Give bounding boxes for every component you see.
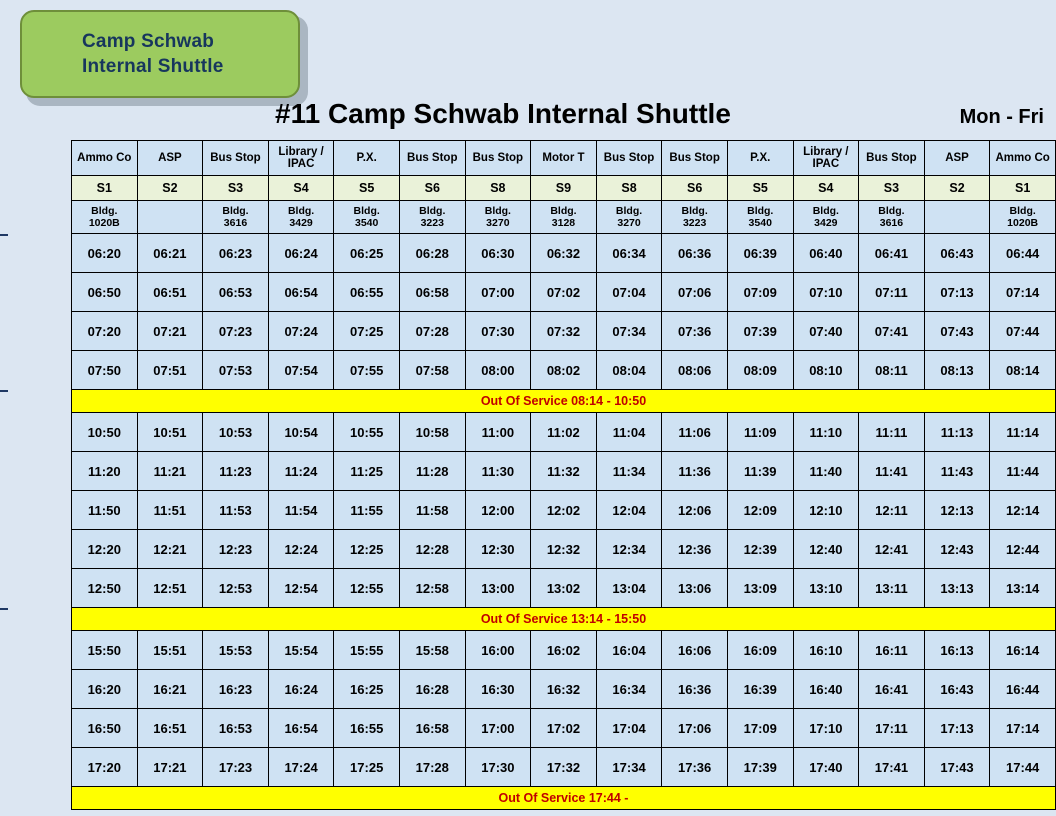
- stop-name-header: ASP: [137, 141, 203, 176]
- out-of-service-label: Out Of Service 17:44 -: [72, 787, 1056, 810]
- schedule-table: [71, 140, 1056, 810]
- stop-name-header: Motor T: [531, 141, 597, 176]
- departure-time-cell: 07:40: [793, 312, 859, 351]
- departure-time-cell: 06:41: [859, 234, 925, 273]
- building-header: [137, 201, 203, 234]
- table-row: [72, 312, 1056, 351]
- table-row: [72, 273, 1056, 312]
- table-row: [72, 670, 1056, 709]
- departure-time-cell: 12:20: [72, 530, 138, 569]
- departure-time-cell: 16:36: [662, 670, 728, 709]
- route-badge: [20, 10, 308, 106]
- departure-time-cell: 12:55: [334, 569, 400, 608]
- departure-time-cell: 12:41: [859, 530, 925, 569]
- departure-time-cell: 07:25: [334, 312, 400, 351]
- departure-time-cell: 06:50: [72, 273, 138, 312]
- stop-code-header: S9: [531, 176, 597, 201]
- out-of-service-label: Out Of Service 13:14 - 15:50: [72, 608, 1056, 631]
- departure-time-cell: 16:32: [531, 670, 597, 709]
- departure-time-cell: 06:54: [268, 273, 334, 312]
- departure-time-cell: 06:32: [531, 234, 597, 273]
- stop-name-header: Bus Stop: [859, 141, 925, 176]
- departure-time-cell: 17:20: [72, 748, 138, 787]
- stop-code-header: S8: [596, 176, 662, 201]
- departure-time-cell: 11:44: [990, 452, 1056, 491]
- departure-time-cell: 12:39: [727, 530, 793, 569]
- departure-time-cell: 12:13: [924, 491, 990, 530]
- departure-time-cell: 16:25: [334, 670, 400, 709]
- departure-time-cell: 12:24: [268, 530, 334, 569]
- route-badge-line-2: Internal Shuttle: [82, 56, 224, 77]
- departure-time-cell: 12:28: [399, 530, 465, 569]
- departure-time-cell: 07:28: [399, 312, 465, 351]
- departure-time-cell: 11:34: [596, 452, 662, 491]
- departure-time-cell: 07:51: [137, 351, 203, 390]
- departure-time-cell: 07:04: [596, 273, 662, 312]
- departure-time-cell: 11:28: [399, 452, 465, 491]
- departure-time-cell: 06:25: [334, 234, 400, 273]
- table-row: [72, 234, 1056, 273]
- departure-time-cell: 10:50: [72, 413, 138, 452]
- departure-time-cell: 10:53: [203, 413, 269, 452]
- departure-time-cell: 07:21: [137, 312, 203, 351]
- departure-time-cell: 07:24: [268, 312, 334, 351]
- stop-code-header: S5: [727, 176, 793, 201]
- departure-time-cell: 10:51: [137, 413, 203, 452]
- departure-time-cell: 07:10: [793, 273, 859, 312]
- departure-time-cell: 16:00: [465, 631, 531, 670]
- departure-time-cell: 06:55: [334, 273, 400, 312]
- departure-time-cell: 16:34: [596, 670, 662, 709]
- departure-time-cell: 12:36: [662, 530, 728, 569]
- departure-time-cell: 11:06: [662, 413, 728, 452]
- departure-time-cell: 13:11: [859, 569, 925, 608]
- departure-time-cell: 12:02: [531, 491, 597, 530]
- departure-time-cell: 06:39: [727, 234, 793, 273]
- stop-name-header: P.X.: [334, 141, 400, 176]
- table-row: [72, 413, 1056, 452]
- departure-time-cell: 06:21: [137, 234, 203, 273]
- departure-time-cell: 16:04: [596, 631, 662, 670]
- departure-time-cell: 11:55: [334, 491, 400, 530]
- table-row: [72, 491, 1056, 530]
- departure-time-cell: 12:21: [137, 530, 203, 569]
- departure-time-cell: 17:02: [531, 709, 597, 748]
- departure-time-cell: 11:23: [203, 452, 269, 491]
- departure-time-cell: 07:50: [72, 351, 138, 390]
- departure-time-cell: 12:00: [465, 491, 531, 530]
- departure-time-cell: 07:00: [465, 273, 531, 312]
- departure-time-cell: 07:06: [662, 273, 728, 312]
- departure-time-cell: 13:10: [793, 569, 859, 608]
- departure-time-cell: 12:04: [596, 491, 662, 530]
- table-row: [72, 748, 1056, 787]
- departure-time-cell: 06:51: [137, 273, 203, 312]
- departure-time-cell: 12:53: [203, 569, 269, 608]
- stop-name-header: Ammo Co: [990, 141, 1056, 176]
- departure-time-cell: 12:11: [859, 491, 925, 530]
- departure-time-cell: 10:55: [334, 413, 400, 452]
- departure-time-cell: 07:44: [990, 312, 1056, 351]
- departure-time-cell: 16:11: [859, 631, 925, 670]
- departure-time-cell: 12:32: [531, 530, 597, 569]
- departure-time-cell: 08:13: [924, 351, 990, 390]
- departure-time-cell: 12:06: [662, 491, 728, 530]
- title-row: [0, 98, 1056, 142]
- departure-time-cell: 08:09: [727, 351, 793, 390]
- departure-time-cell: 06:53: [203, 273, 269, 312]
- schedule-table-wrapper: [71, 140, 1056, 810]
- departure-time-cell: 11:20: [72, 452, 138, 491]
- departure-time-cell: 11:41: [859, 452, 925, 491]
- out-of-service-row: [72, 390, 1056, 413]
- departure-time-cell: 11:58: [399, 491, 465, 530]
- out-of-service-row: [72, 787, 1056, 810]
- departure-time-cell: 16:40: [793, 670, 859, 709]
- header-row-buildings: [72, 201, 1056, 234]
- departure-time-cell: 11:02: [531, 413, 597, 452]
- departure-time-cell: 15:50: [72, 631, 138, 670]
- departure-time-cell: 11:24: [268, 452, 334, 491]
- departure-time-cell: 15:53: [203, 631, 269, 670]
- departure-time-cell: 12:54: [268, 569, 334, 608]
- departure-time-cell: 17:40: [793, 748, 859, 787]
- table-row: [72, 351, 1056, 390]
- departure-time-cell: 17:00: [465, 709, 531, 748]
- stop-code-header: S2: [137, 176, 203, 201]
- departure-time-cell: 06:36: [662, 234, 728, 273]
- departure-time-cell: 06:58: [399, 273, 465, 312]
- departure-time-cell: 08:06: [662, 351, 728, 390]
- departure-time-cell: 06:43: [924, 234, 990, 273]
- departure-time-cell: 11:32: [531, 452, 597, 491]
- departure-time-cell: 07:58: [399, 351, 465, 390]
- departure-time-cell: 11:00: [465, 413, 531, 452]
- departure-time-cell: 11:40: [793, 452, 859, 491]
- stop-name-header: Bus Stop: [203, 141, 269, 176]
- departure-time-cell: 15:51: [137, 631, 203, 670]
- table-row: [72, 709, 1056, 748]
- stop-code-header: S4: [793, 176, 859, 201]
- stop-code-header: S6: [662, 176, 728, 201]
- building-header: [924, 201, 990, 234]
- departure-time-cell: 16:53: [203, 709, 269, 748]
- stop-code-header: S4: [268, 176, 334, 201]
- departure-time-cell: 16:23: [203, 670, 269, 709]
- stop-code-header: S3: [203, 176, 269, 201]
- departure-time-cell: 16:21: [137, 670, 203, 709]
- header-row-stop-codes: [72, 176, 1056, 201]
- departure-time-cell: 17:24: [268, 748, 334, 787]
- departure-time-cell: 16:51: [137, 709, 203, 748]
- departure-time-cell: 11:04: [596, 413, 662, 452]
- building-header: Bldg. 3540: [334, 201, 400, 234]
- page-title: #11 Camp Schwab Internal Shuttle: [275, 98, 731, 129]
- page-edge-tick: [0, 234, 8, 236]
- departure-time-cell: 08:14: [990, 351, 1056, 390]
- departure-time-cell: 16:30: [465, 670, 531, 709]
- departure-time-cell: 15:55: [334, 631, 400, 670]
- departure-time-cell: 12:51: [137, 569, 203, 608]
- departure-time-cell: 16:24: [268, 670, 334, 709]
- departure-time-cell: 07:43: [924, 312, 990, 351]
- departure-time-cell: 17:41: [859, 748, 925, 787]
- departure-time-cell: 11:36: [662, 452, 728, 491]
- departure-time-cell: 13:00: [465, 569, 531, 608]
- departure-time-cell: 17:32: [531, 748, 597, 787]
- departure-time-cell: 07:09: [727, 273, 793, 312]
- departure-time-cell: 11:09: [727, 413, 793, 452]
- departure-time-cell: 08:00: [465, 351, 531, 390]
- stop-code-header: S8: [465, 176, 531, 201]
- departure-time-cell: 07:02: [531, 273, 597, 312]
- departure-time-cell: 11:21: [137, 452, 203, 491]
- stop-code-header: S1: [72, 176, 138, 201]
- stop-code-header: S5: [334, 176, 400, 201]
- departure-time-cell: 13:04: [596, 569, 662, 608]
- departure-time-cell: 07:23: [203, 312, 269, 351]
- departure-time-cell: 12:43: [924, 530, 990, 569]
- departure-time-cell: 07:13: [924, 273, 990, 312]
- departure-time-cell: 13:09: [727, 569, 793, 608]
- departure-time-cell: 17:06: [662, 709, 728, 748]
- building-header: Bldg. 3223: [662, 201, 728, 234]
- header-row-stop-names: [72, 141, 1056, 176]
- departure-time-cell: 07:30: [465, 312, 531, 351]
- departure-time-cell: 06:24: [268, 234, 334, 273]
- departure-time-cell: 17:36: [662, 748, 728, 787]
- departure-time-cell: 06:44: [990, 234, 1056, 273]
- stop-name-header: ASP: [924, 141, 990, 176]
- departure-time-cell: 06:40: [793, 234, 859, 273]
- departure-time-cell: 11:14: [990, 413, 1056, 452]
- stop-name-header: P.X.: [727, 141, 793, 176]
- departure-time-cell: 12:44: [990, 530, 1056, 569]
- departure-time-cell: 11:11: [859, 413, 925, 452]
- table-row: [72, 530, 1056, 569]
- building-header: Bldg. 3223: [399, 201, 465, 234]
- departure-time-cell: 06:20: [72, 234, 138, 273]
- departure-time-cell: 07:55: [334, 351, 400, 390]
- departure-time-cell: 07:53: [203, 351, 269, 390]
- departure-time-cell: 11:39: [727, 452, 793, 491]
- departure-time-cell: 12:09: [727, 491, 793, 530]
- departure-time-cell: 11:51: [137, 491, 203, 530]
- building-header: Bldg. 3270: [596, 201, 662, 234]
- stop-name-header: Bus Stop: [662, 141, 728, 176]
- departure-time-cell: 12:58: [399, 569, 465, 608]
- departure-time-cell: 10:54: [268, 413, 334, 452]
- stop-code-header: S6: [399, 176, 465, 201]
- departure-time-cell: 08:02: [531, 351, 597, 390]
- departure-time-cell: 16:43: [924, 670, 990, 709]
- page-edge-tick: [0, 608, 8, 610]
- departure-time-cell: 07:14: [990, 273, 1056, 312]
- departure-time-cell: 11:53: [203, 491, 269, 530]
- departure-time-cell: 17:34: [596, 748, 662, 787]
- building-header: Bldg. 3128: [531, 201, 597, 234]
- departure-time-cell: 11:30: [465, 452, 531, 491]
- departure-time-cell: 17:04: [596, 709, 662, 748]
- departure-time-cell: 12:30: [465, 530, 531, 569]
- departure-time-cell: 13:02: [531, 569, 597, 608]
- departure-time-cell: 12:25: [334, 530, 400, 569]
- building-header: Bldg. 3616: [859, 201, 925, 234]
- departure-time-cell: 06:23: [203, 234, 269, 273]
- departure-time-cell: 10:58: [399, 413, 465, 452]
- departure-time-cell: 12:23: [203, 530, 269, 569]
- departure-time-cell: 17:21: [137, 748, 203, 787]
- departure-time-cell: 16:10: [793, 631, 859, 670]
- building-header: Bldg. 3270: [465, 201, 531, 234]
- building-header: Bldg. 3429: [793, 201, 859, 234]
- stop-code-header: S3: [859, 176, 925, 201]
- table-row: [72, 569, 1056, 608]
- stop-code-header: S1: [990, 176, 1056, 201]
- departure-time-cell: 11:10: [793, 413, 859, 452]
- departure-time-cell: 17:11: [859, 709, 925, 748]
- departure-time-cell: 17:25: [334, 748, 400, 787]
- departure-time-cell: 17:14: [990, 709, 1056, 748]
- stop-code-header: S2: [924, 176, 990, 201]
- departure-time-cell: 07:34: [596, 312, 662, 351]
- departure-time-cell: 16:09: [727, 631, 793, 670]
- departure-time-cell: 11:25: [334, 452, 400, 491]
- stop-name-header: Library / IPAC: [793, 141, 859, 176]
- departure-time-cell: 07:20: [72, 312, 138, 351]
- departure-time-cell: 17:09: [727, 709, 793, 748]
- departure-time-cell: 13:13: [924, 569, 990, 608]
- departure-time-cell: 11:43: [924, 452, 990, 491]
- building-header: Bldg. 3616: [203, 201, 269, 234]
- departure-time-cell: 17:13: [924, 709, 990, 748]
- stop-name-header: Bus Stop: [596, 141, 662, 176]
- building-header: Bldg. 1020B: [990, 201, 1056, 234]
- departure-time-cell: 17:23: [203, 748, 269, 787]
- departure-time-cell: 16:55: [334, 709, 400, 748]
- departure-time-cell: 17:10: [793, 709, 859, 748]
- departure-time-cell: 08:04: [596, 351, 662, 390]
- route-badge-line-1: Camp Schwab: [82, 31, 215, 52]
- departure-time-cell: 12:40: [793, 530, 859, 569]
- departure-time-cell: 16:28: [399, 670, 465, 709]
- departure-time-cell: 16:20: [72, 670, 138, 709]
- departure-time-cell: 07:39: [727, 312, 793, 351]
- stop-name-header: Bus Stop: [399, 141, 465, 176]
- departure-time-cell: 07:54: [268, 351, 334, 390]
- departure-time-cell: 16:02: [531, 631, 597, 670]
- departure-time-cell: 17:43: [924, 748, 990, 787]
- building-header: Bldg. 3540: [727, 201, 793, 234]
- table-row: [72, 452, 1056, 491]
- departure-time-cell: 17:44: [990, 748, 1056, 787]
- departure-time-cell: 16:54: [268, 709, 334, 748]
- departure-time-cell: 12:50: [72, 569, 138, 608]
- route-badge-body: [20, 10, 300, 98]
- stop-name-header: Bus Stop: [465, 141, 531, 176]
- departure-time-cell: 06:28: [399, 234, 465, 273]
- service-days-label: Mon - Fri: [959, 106, 1044, 128]
- departure-time-cell: 15:58: [399, 631, 465, 670]
- table-row: [72, 631, 1056, 670]
- departure-time-cell: 16:39: [727, 670, 793, 709]
- departure-time-cell: 08:10: [793, 351, 859, 390]
- departure-time-cell: 15:54: [268, 631, 334, 670]
- departure-time-cell: 11:54: [268, 491, 334, 530]
- out-of-service-row: [72, 608, 1056, 631]
- departure-time-cell: 16:06: [662, 631, 728, 670]
- departure-time-cell: 06:30: [465, 234, 531, 273]
- departure-time-cell: 16:14: [990, 631, 1056, 670]
- departure-time-cell: 07:11: [859, 273, 925, 312]
- departure-time-cell: 08:11: [859, 351, 925, 390]
- departure-time-cell: 16:58: [399, 709, 465, 748]
- departure-time-cell: 13:06: [662, 569, 728, 608]
- page-edge-tick: [0, 390, 8, 392]
- departure-time-cell: 11:13: [924, 413, 990, 452]
- building-header: Bldg. 1020B: [72, 201, 138, 234]
- building-header: Bldg. 3429: [268, 201, 334, 234]
- departure-time-cell: 07:32: [531, 312, 597, 351]
- departure-time-cell: 07:36: [662, 312, 728, 351]
- departure-time-cell: 16:44: [990, 670, 1056, 709]
- departure-time-cell: 06:34: [596, 234, 662, 273]
- departure-time-cell: 07:41: [859, 312, 925, 351]
- departure-time-cell: 17:30: [465, 748, 531, 787]
- departure-time-cell: 13:14: [990, 569, 1056, 608]
- stop-name-header: Ammo Co: [72, 141, 138, 176]
- departure-time-cell: 16:41: [859, 670, 925, 709]
- departure-time-cell: 17:39: [727, 748, 793, 787]
- departure-time-cell: 16:13: [924, 631, 990, 670]
- departure-time-cell: 12:10: [793, 491, 859, 530]
- out-of-service-label: Out Of Service 08:14 - 10:50: [72, 390, 1056, 413]
- stop-name-header: Library / IPAC: [268, 141, 334, 176]
- departure-time-cell: 16:50: [72, 709, 138, 748]
- departure-time-cell: 12:14: [990, 491, 1056, 530]
- departure-time-cell: 12:34: [596, 530, 662, 569]
- departure-time-cell: 17:28: [399, 748, 465, 787]
- departure-time-cell: 11:50: [72, 491, 138, 530]
